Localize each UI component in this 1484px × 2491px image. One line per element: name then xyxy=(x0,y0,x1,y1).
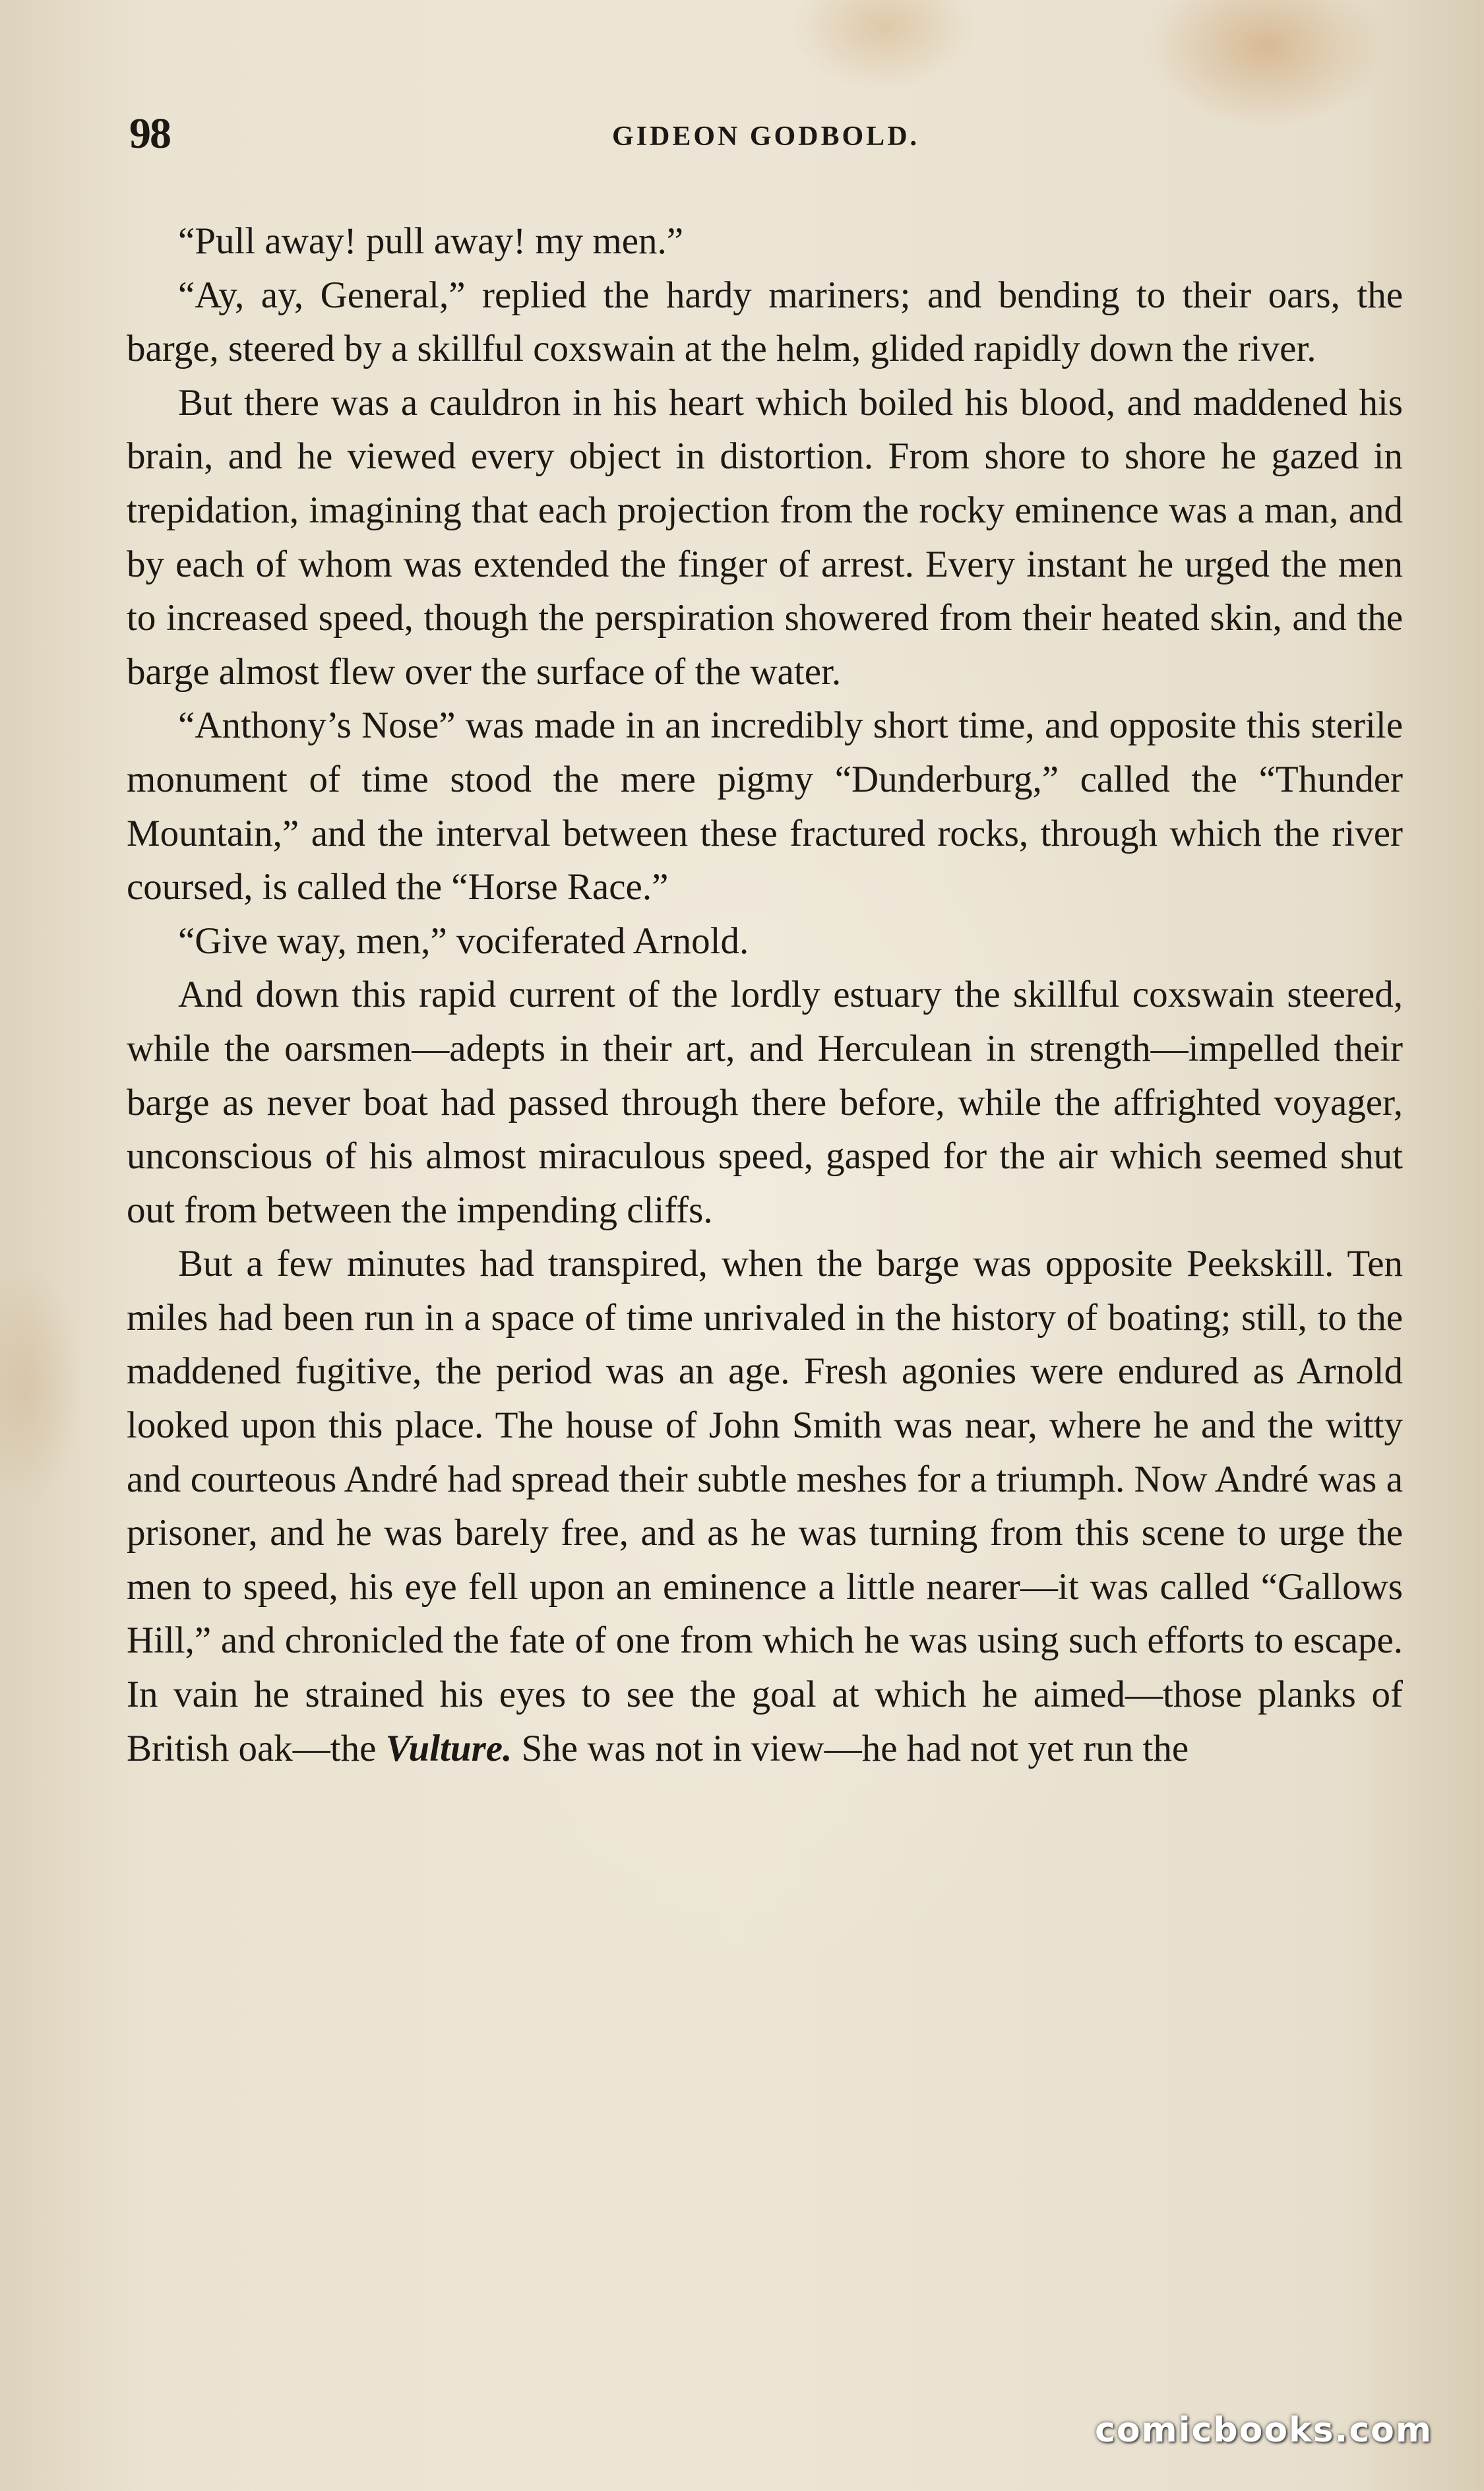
page-header xyxy=(129,109,1402,162)
paragraph-tail: She was not in view—he had not yet run the xyxy=(512,1727,1189,1769)
paragraph-text: But a few minutes had transpired, when the barge was opposite Peekskill. Ten miles had been run in a space of time unrivaled in the history of boating; still, to the maddened fugitive, the period was an age. Fresh agonies were endured as Arnold looked upon this place. The house of John Smith was near, where he and the witty and courteous André had spread their subtle meshes for a triumph. Now André was a prisoner, and he was barely free, and as he was turning from this scene to urge the men to speed, his eye fell upon an eminence a little nearer—it was called “Gallows Hill,” and chronicled the fate of one from which he was using such efforts to escape. In vain he strained his eyes to see the goal at which he aimed—those planks of British oak—the xyxy=(127,1243,1403,1769)
page-number: 98 xyxy=(129,110,170,158)
ship-name: Vulture. xyxy=(385,1727,512,1769)
paragraph: “Anthony’s Nose” was made in an incredibly short time, and opposite this sterile monument of time stood the mere pigmy “Dunderburg,” called the “Thunder Mountain,” and the interval between these fractured rocks, through which the river coursed, is called the “Horse Race.” xyxy=(127,705,1403,908)
paragraph: But there was a cauldron in his heart which boiled his blood, and maddened his brain, and he viewed every object in distortion. From shore to shore he gazed in trepidation, imagining that each projection from the rocky eminence was a man, and by each of whom was extended the finger of arrest. Every instant he urged the men to increased speed, though the perspiration showered from their heated skin, and the barge almost flew over the surface of the water. xyxy=(127,381,1403,693)
paragraph: “Ay, ay, General,” replied the hardy mariners; and bending to their oars, the barge, steered by a skillful coxswain at the helm, glided rapidly down the river. xyxy=(127,274,1403,370)
paragraph: “Pull away! pull away! my men.” xyxy=(178,220,684,262)
body-text xyxy=(127,214,1403,1775)
watermark: comicbooks.com xyxy=(1095,2411,1433,2450)
running-head: GIDEON GODBOLD. xyxy=(611,121,920,152)
paragraph xyxy=(127,1237,1403,1775)
paragraph: “Give way, men,” vociferated Arnold. xyxy=(178,920,749,962)
paragraph: And down this rapid current of the lordly estuary the skillful coxswain steered, while the oarsmen—adepts in their art, and Herculean in strength—impelled their barge as never boat had passed through there before, while the affrighted voyager, unconscious of his almost miraculous speed, gasped for the air which seemed shut out from between the impending cliffs. xyxy=(127,974,1403,1231)
